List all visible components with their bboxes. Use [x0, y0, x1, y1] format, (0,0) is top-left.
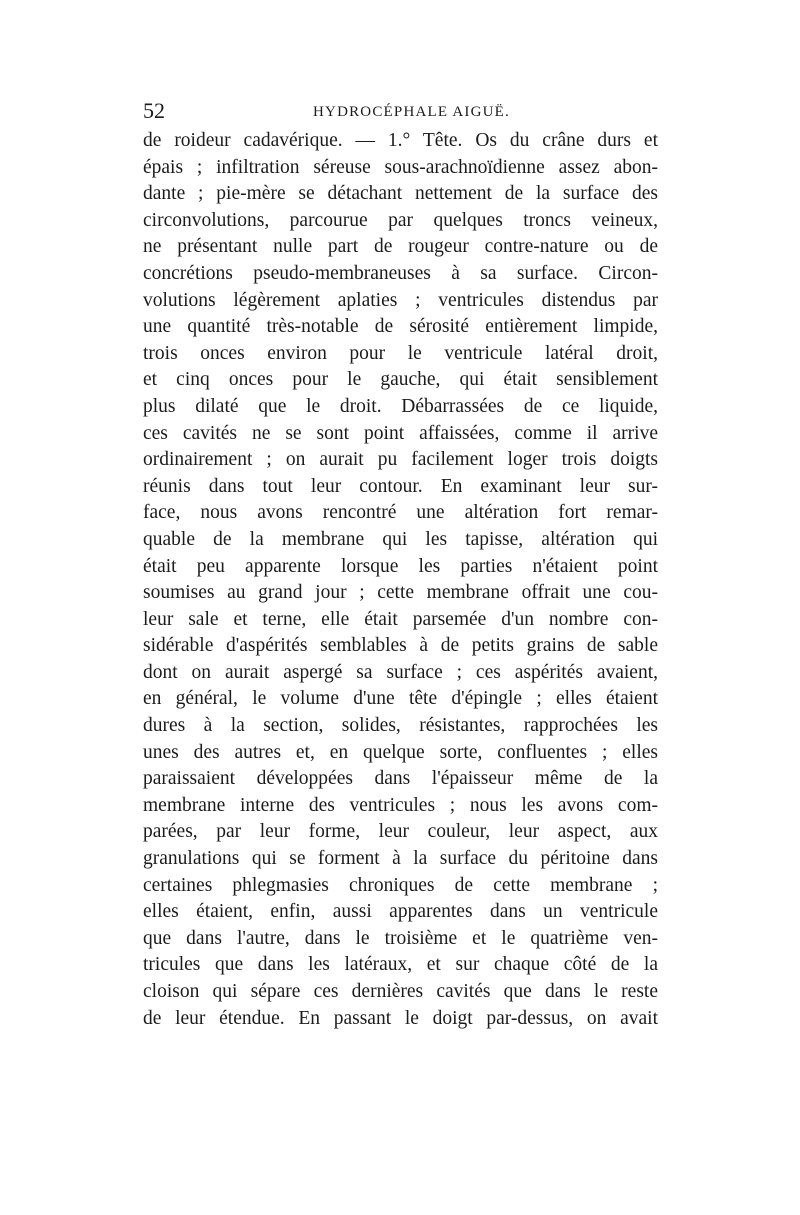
text-line: sidérable d'aspérités semblables à de petits grains de sable	[143, 635, 658, 657]
text-line: unes des autres et, en quelque sorte, confluentes ; elles	[143, 741, 658, 763]
page-number: 52	[143, 98, 165, 123]
text-line: épais ; infiltration séreuse sous-arachnoïdienne assez abon-	[143, 156, 658, 178]
text-line: était peu apparente lorsque les parties n'étaient point	[143, 555, 658, 577]
text-line: réunis dans tout leur contour. En examinant leur sur-	[143, 475, 658, 497]
text-line: membrane interne des ventricules ; nous les avons com-	[143, 794, 658, 816]
text-line: en général, le volume d'une tête d'épingle ; elles étaient	[143, 688, 658, 710]
text-line: quable de la membrane qui les tapisse, altération qui	[143, 528, 658, 550]
running-title: HYDROCÉPHALE AIGUË.	[313, 104, 510, 120]
text-line: face, nous avons rencontré une altération fort remar-	[143, 502, 658, 524]
text-line: ne présentant nulle part de rougeur contre-nature ou de	[143, 236, 658, 258]
text-line: de roideur cadavérique. — 1.° Tête. Os du crâne durs et	[143, 130, 658, 151]
text-line: soumises au grand jour ; cette membrane offrait une cou-	[143, 582, 658, 604]
text-line: volutions légèrement aplaties ; ventricules distendus par	[143, 289, 658, 311]
text-line: dures à la section, solides, résistantes, rapprochées les	[143, 715, 658, 737]
text-line: trois onces environ pour le ventricule latéral droit,	[143, 342, 658, 364]
text-line: et cinq onces pour le gauche, qui était sensiblement	[143, 369, 658, 391]
text-line: paraissaient développées dans l'épaisseur même de la	[143, 768, 658, 790]
text-line: plus dilaté que le droit. Débarrassées de ce liquide,	[143, 395, 658, 417]
text-line: ordinairement ; on aurait pu facilement loger trois doigts	[143, 449, 658, 471]
text-line: tricules que dans les latéraux, et sur chaque côté de la	[143, 954, 658, 976]
text-line: cloison qui sépare ces dernières cavités que dans le reste	[143, 981, 658, 1002]
body-text	[143, 128, 658, 1032]
text-line: concrétions pseudo-membraneuses à sa surface. Circon-	[143, 262, 658, 284]
text-line: parées, par leur forme, leur couleur, leur aspect, aux	[143, 821, 658, 843]
text-line: elles étaient, enfin, aussi apparentes dans un ventricule	[143, 901, 658, 923]
text-line: que dans l'autre, dans le troisième et le quatrième ven-	[143, 927, 658, 949]
running-head	[143, 96, 663, 126]
text-line: une quantité très-notable de sérosité entièrement limpide,	[143, 316, 658, 338]
text-line: circonvolutions, parcourue par quelques troncs veineux,	[143, 209, 658, 231]
text-line: certaines phlegmasies chroniques de cette membrane ;	[143, 874, 658, 896]
text-line: dante ; pie-mère se détachant nettement de la surface des	[143, 183, 658, 205]
text-line: de leur étendue. En passant le doigt par-dessus, on avait	[143, 1007, 658, 1029]
text-line: dont on aurait aspergé sa surface ; ces aspérités avaient,	[143, 661, 658, 683]
text-line: granulations qui se forment à la surface du péritoine dans	[143, 848, 658, 870]
text-line: ces cavités ne se sont point affaissées, comme il arrive	[143, 422, 658, 444]
text-line: leur sale et terne, elle était parsemée d'un nombre con-	[143, 608, 658, 630]
